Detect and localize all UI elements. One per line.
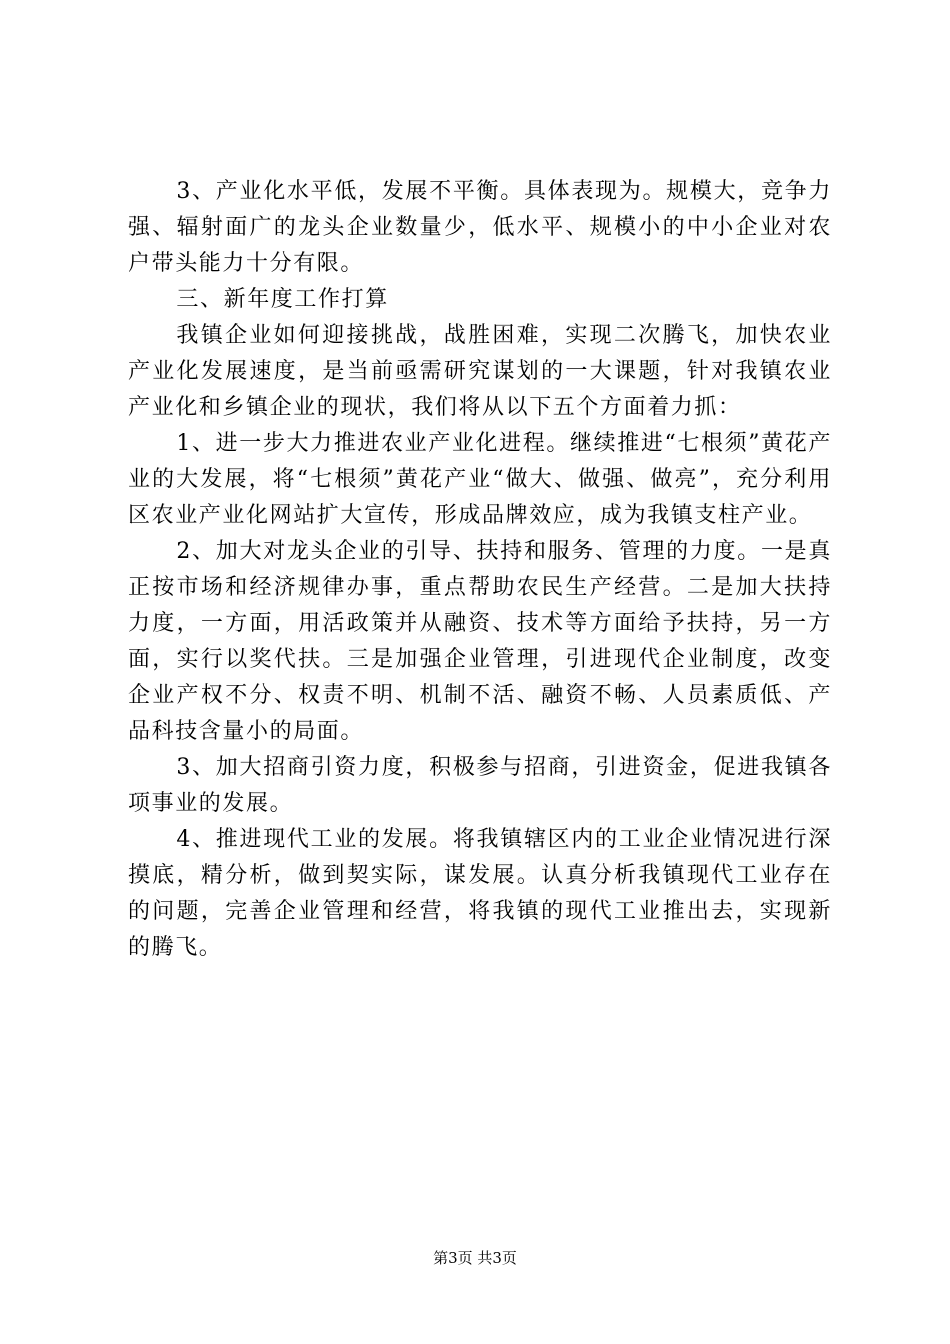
paragraph-plan-item-1: 1、进一步大力推进农业产业化进程。继续推进“七根须”黄花产业的大发展，将“七根须”黄花产业“做大、做强、做亮”，充分利用区农业产业化网站扩大宣传，形成品牌效应，成为我镇支柱产业。	[128, 431, 832, 528]
paragraph-industrialization-issue: 3、产业化水平低，发展不平衡。具体表现为。规模大，竞争力强、辐射面广的龙头企业数量少，低水平、规模小的中小企业对农户带头能力十分有限。	[128, 179, 832, 276]
paragraph-plan-item-3: 3、加大招商引资力度，积极参与招商，引进资金，促进我镇各项事业的发展。	[128, 755, 832, 816]
paragraph-plan-item-4: 4、推进现代工业的发展。将我镇辖区内的工业企业情况进行深摸底，精分析，做到契实际，谋发展。认真分析我镇现代工业存在的问题，完善企业管理和经营，将我镇的现代工业推出去，实现新的腾飞。	[128, 827, 832, 960]
document-body	[128, 174, 832, 966]
section-heading-new-year-plan: 三、新年度工作打算	[176, 287, 389, 312]
page-footer	[0, 1248, 950, 1268]
paragraph-plan-item-2: 2、加大对龙头企业的引导、扶持和服务、管理的力度。一是真正按市场和经济规律办事，重点帮助农民生产经营。二是加大扶持力度，一方面，用活政策并从融资、技术等方面给予扶持，另一方面，实行以奖代扶。三是加强企业管理，引进现代企业制度，改变企业产权不分、权责不明、机制不活、融资不畅、人员素质低、产品科技含量小的局面。	[128, 539, 832, 744]
page-number: 第3页 共3页	[433, 1249, 517, 1267]
paragraph-plan-intro: 我镇企业如何迎接挑战，战胜困难，实现二次腾飞，加快农业产业化发展速度，是当前亟需研究谋划的一大课题，针对我镇农业产业化和乡镇企业的现状，我们将从以下五个方面着力抓：	[128, 323, 832, 420]
